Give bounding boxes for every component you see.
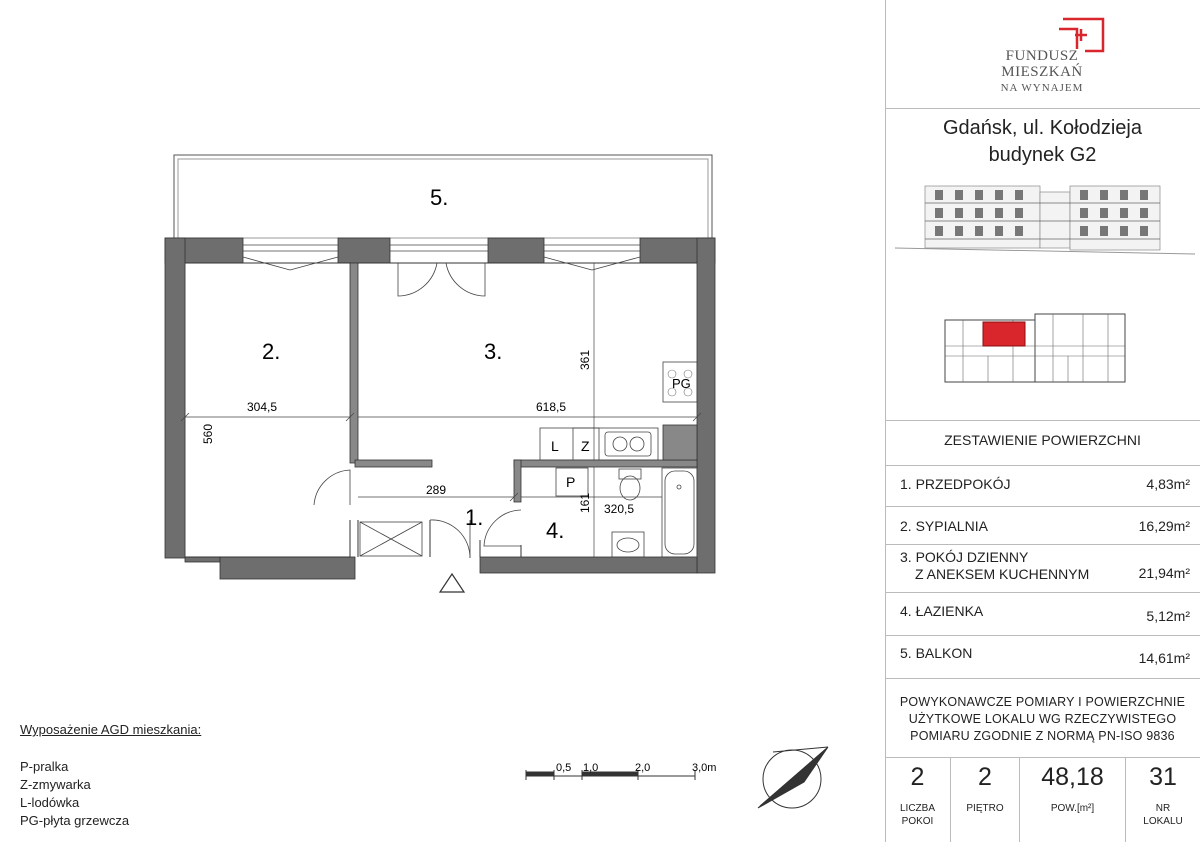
logo-line: NA WYNAJEM: [1000, 82, 1084, 94]
stat-label: POW.[m²]: [1050, 803, 1095, 814]
highlighted-apartment: [983, 322, 1025, 346]
legend-item: PG-płyta grzewcza: [20, 813, 130, 828]
note-line: POMIARU ZGODNIE Z NORMĄ PN-ISO 9836: [910, 729, 1175, 743]
appliance-legend: [20, 722, 201, 830]
legend-item: L-lodówka: [20, 795, 80, 810]
area-summary-title: ZESTAWIENIE POWIERZCHNI: [944, 432, 1141, 448]
storage-cabinet: [360, 522, 422, 556]
area-value: 21,94m²: [1138, 565, 1190, 581]
dim-height-560: 560: [201, 423, 215, 444]
area-label: 1. PRZEDPOKÓJ: [900, 476, 1011, 492]
stat-value: 31: [1149, 763, 1177, 791]
legend-item: P-pralka: [20, 759, 69, 774]
measurement-note: [885, 694, 1200, 745]
balcony-doors: [243, 245, 640, 296]
logo-line: MIESZKAŃ: [1001, 64, 1083, 80]
stat-value: 2: [910, 763, 925, 791]
stat-value: 48,18: [1041, 763, 1104, 791]
info-panel: [885, 0, 1200, 842]
dim-bedroom-width: 304,5: [247, 400, 278, 414]
area-value: 5,12m²: [1146, 608, 1190, 624]
area-label: 4. ŁAZIENKA: [900, 603, 984, 619]
area-value: 16,29m²: [1138, 518, 1190, 534]
area-label: 2. SYPIALNIA: [900, 518, 988, 534]
stat-floor: [951, 757, 1019, 842]
area-label: 5. BALKON: [900, 645, 973, 661]
interior-walls: [350, 263, 697, 502]
building-name: budynek G2: [988, 144, 1097, 166]
area-label: 3. POKÓJ DZIENNY: [900, 549, 1029, 565]
room-3-label: 3.: [484, 339, 503, 364]
legend-item: Z-zmywarka: [20, 777, 91, 792]
washer-label: P: [566, 474, 576, 490]
scale-tick-1: 1,0: [583, 762, 599, 774]
legend-title: Wyposażenie AGD mieszkania:: [20, 722, 202, 737]
logo-text: [977, 48, 1107, 96]
stat-label: LICZBA: [899, 803, 935, 814]
logo-line: FUNDUSZ: [1005, 48, 1079, 64]
scale-bar: [526, 770, 695, 780]
area-row: [900, 549, 1190, 583]
fridge-label: L: [551, 438, 559, 454]
stove-label: PG: [672, 376, 691, 391]
stat-label: NR: [1155, 803, 1171, 814]
building-elevation: [895, 178, 1195, 258]
room-5-label: 5.: [430, 185, 449, 210]
area-row: [900, 476, 1190, 492]
room-2-label: 2.: [262, 339, 281, 364]
note-line: UŻYTKOWE LOKALU WG RZECZYWISTEGO: [908, 712, 1177, 726]
dim-hall-289: 289: [426, 483, 447, 497]
area-value: 14,61m²: [1138, 650, 1190, 666]
stat-label: LOKALU: [1143, 816, 1183, 827]
area-value: 4,83m²: [1146, 476, 1190, 492]
area-row: [900, 645, 1190, 666]
address: Gdańsk, ul. Kołodzieja: [942, 117, 1142, 139]
stat-rooms: [885, 757, 950, 842]
area-row: [900, 603, 1190, 624]
stat-label: POKOI: [901, 816, 934, 827]
scale-tick-3: 3,0m: [692, 762, 717, 774]
stat-value: 2: [978, 763, 992, 791]
note-line: POWYKONAWCZE POMIARY I POWIERZCHNIE: [899, 695, 1186, 709]
scale-tick-2: 2,0: [635, 762, 651, 774]
dishwasher-label: Z: [581, 438, 590, 454]
building-title: [885, 115, 1200, 169]
dim-height-361: 361: [578, 349, 592, 370]
interior-doors: [314, 470, 521, 558]
key-plan: [943, 310, 1143, 390]
dim-living-width: 618,5: [536, 400, 567, 414]
area-label: Z ANEKSEM KUCHENNYM: [915, 566, 1090, 582]
area-row: [900, 518, 1190, 534]
room-4-label: 4.: [546, 518, 565, 543]
stat-unit-number: [1126, 757, 1200, 842]
stat-area: [1020, 757, 1125, 842]
dim-height-161: 161: [578, 492, 592, 513]
entrance-marker: [440, 574, 464, 592]
dim-bath-320: 320,5: [604, 502, 635, 516]
scale-tick-05: 0,5: [556, 762, 572, 774]
room-1-label: 1.: [465, 505, 484, 530]
stat-label: PIĘTRO: [966, 803, 1004, 814]
north-arrow-icon: [758, 747, 828, 808]
